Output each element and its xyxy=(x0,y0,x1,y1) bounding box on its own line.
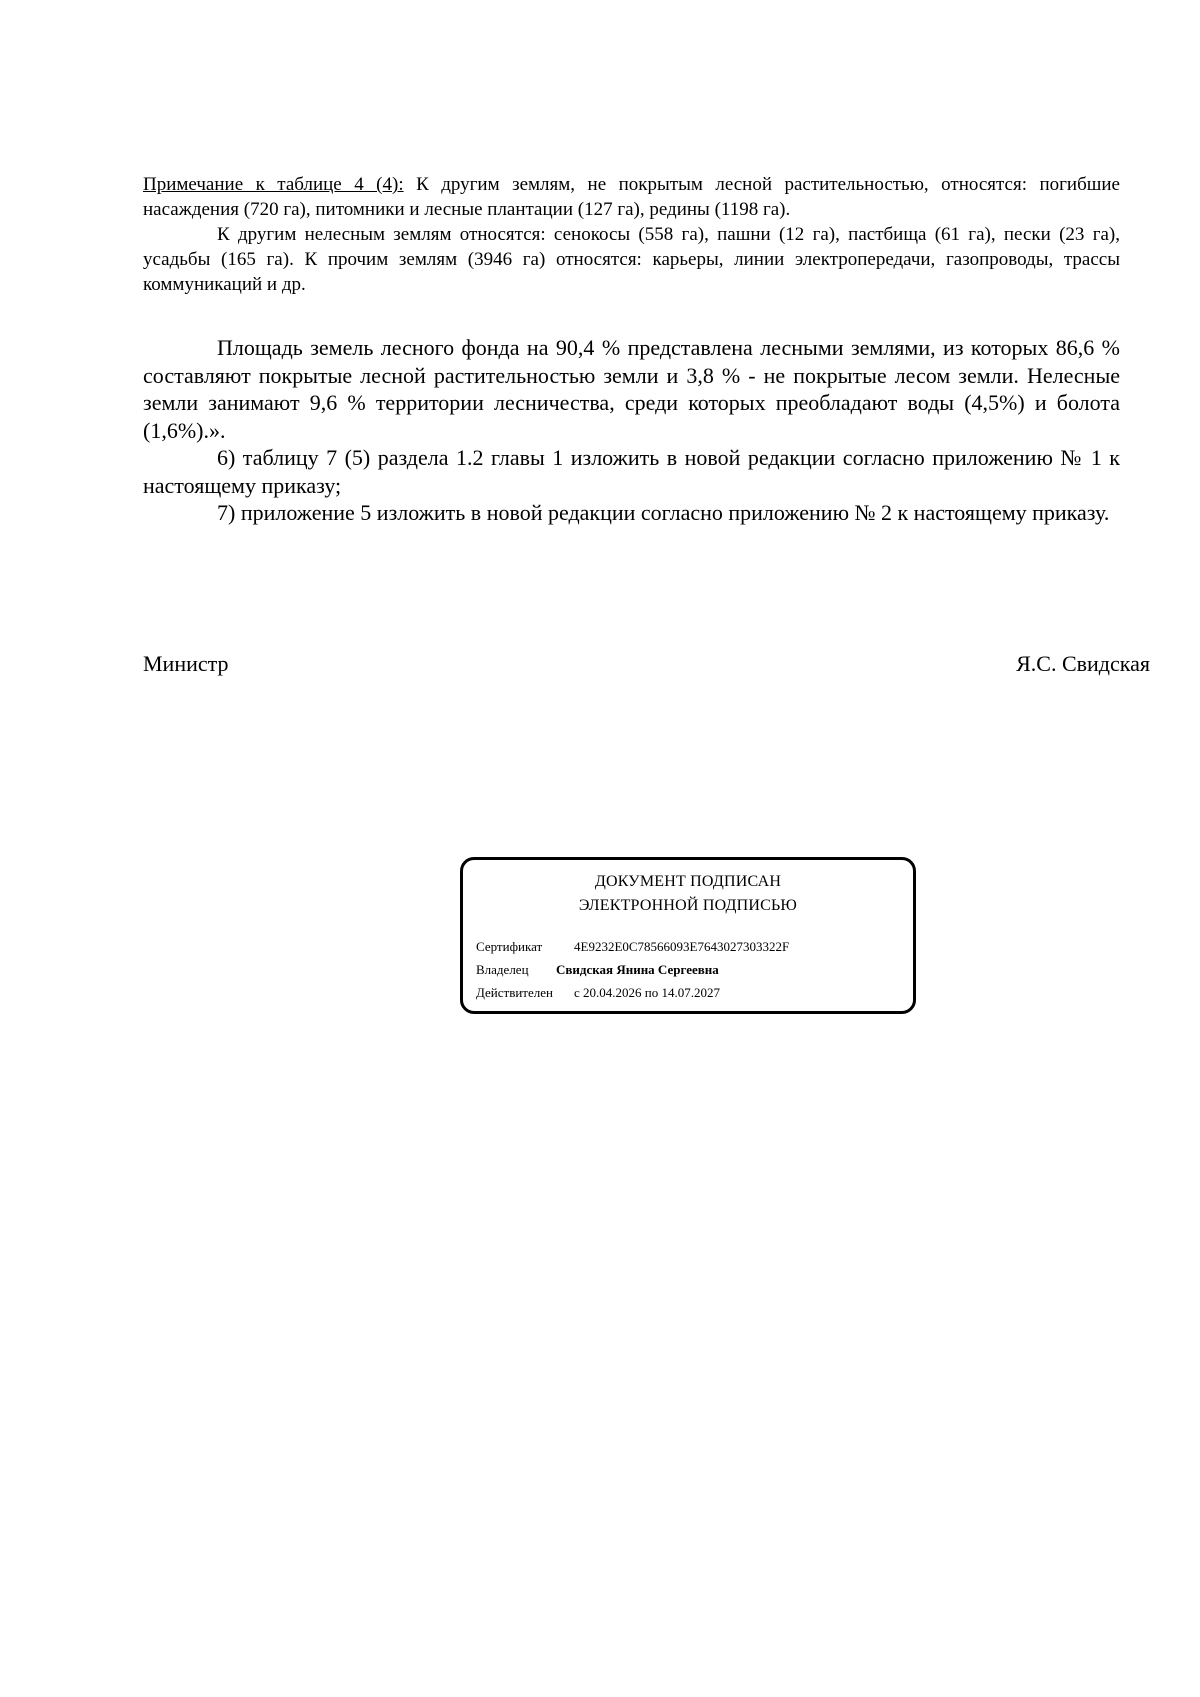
stamp-certificate-row xyxy=(476,938,789,956)
body-paragraph-2: 6) таблицу 7 (5) раздела 1.2 главы 1 изложить в новой редакции согласно приложению № 1 к настоящему приказу; xyxy=(143,445,1120,498)
signatory-title: Министр xyxy=(143,651,229,676)
note-paragraph-1 xyxy=(143,172,1120,222)
stamp-title xyxy=(463,870,913,918)
note-text-1: К другим землям, не покрытым лесной растительностью, относятся: погибшие насаждения (720 га), питомники и лесные плантации (127 га), редины (1198 га). xyxy=(143,174,1120,220)
main-text xyxy=(143,334,1120,527)
owner-label: Владелец xyxy=(476,962,529,977)
body-paragraph-1: Площадь земель лесного фонда на 90,4 % представлена лесными землями, из которых 86,6 % составляют покрытые лесной растительностью земли и 3,8 % - не покрытые лесом земли. Нелесные земли занимают 9,6 % территории лесничества, среди которых преобладают воды (4,5%) и болота (1,6%).». xyxy=(143,335,1120,443)
owner-value: Свидская Янина Сергеевна xyxy=(556,962,719,977)
stamp-owner-row xyxy=(476,961,719,979)
stamp-title-line-2: ЭЛЕКТРОННОЙ ПОДПИСЬЮ xyxy=(578,897,798,914)
body-paragraph-3: 7) приложение 5 изложить в новой редакции согласно приложению № 2 к настоящему приказу. xyxy=(217,500,1110,525)
certificate-value: 4E9232E0C78566093E7643027303322F xyxy=(574,939,790,954)
signatory-name: Я.С. Свидская xyxy=(1016,651,1150,676)
electronic-signature-stamp xyxy=(460,857,916,1014)
certificate-label: Сертификат xyxy=(476,939,543,954)
stamp-title-line-1: ДОКУМЕНТ ПОДПИСАН xyxy=(594,873,782,890)
note-paragraph-2: К другим нелесным землям относятся: сенокосы (558 га), пашни (12 га), пастбища (61 га), пески (23 га), усадьбы (165 га). К прочим землям (3946 га) относятся: карьеры, линии электропередачи, газопроводы, трассы коммуникаций и др. xyxy=(143,224,1120,295)
note-label: Примечание к таблице 4 (4): xyxy=(143,174,404,195)
validity-label: Действителен xyxy=(476,985,553,1000)
stamp-validity-row xyxy=(476,984,720,1002)
table-note xyxy=(143,172,1120,297)
validity-value: с 20.04.2026 по 14.07.2027 xyxy=(574,985,720,1000)
